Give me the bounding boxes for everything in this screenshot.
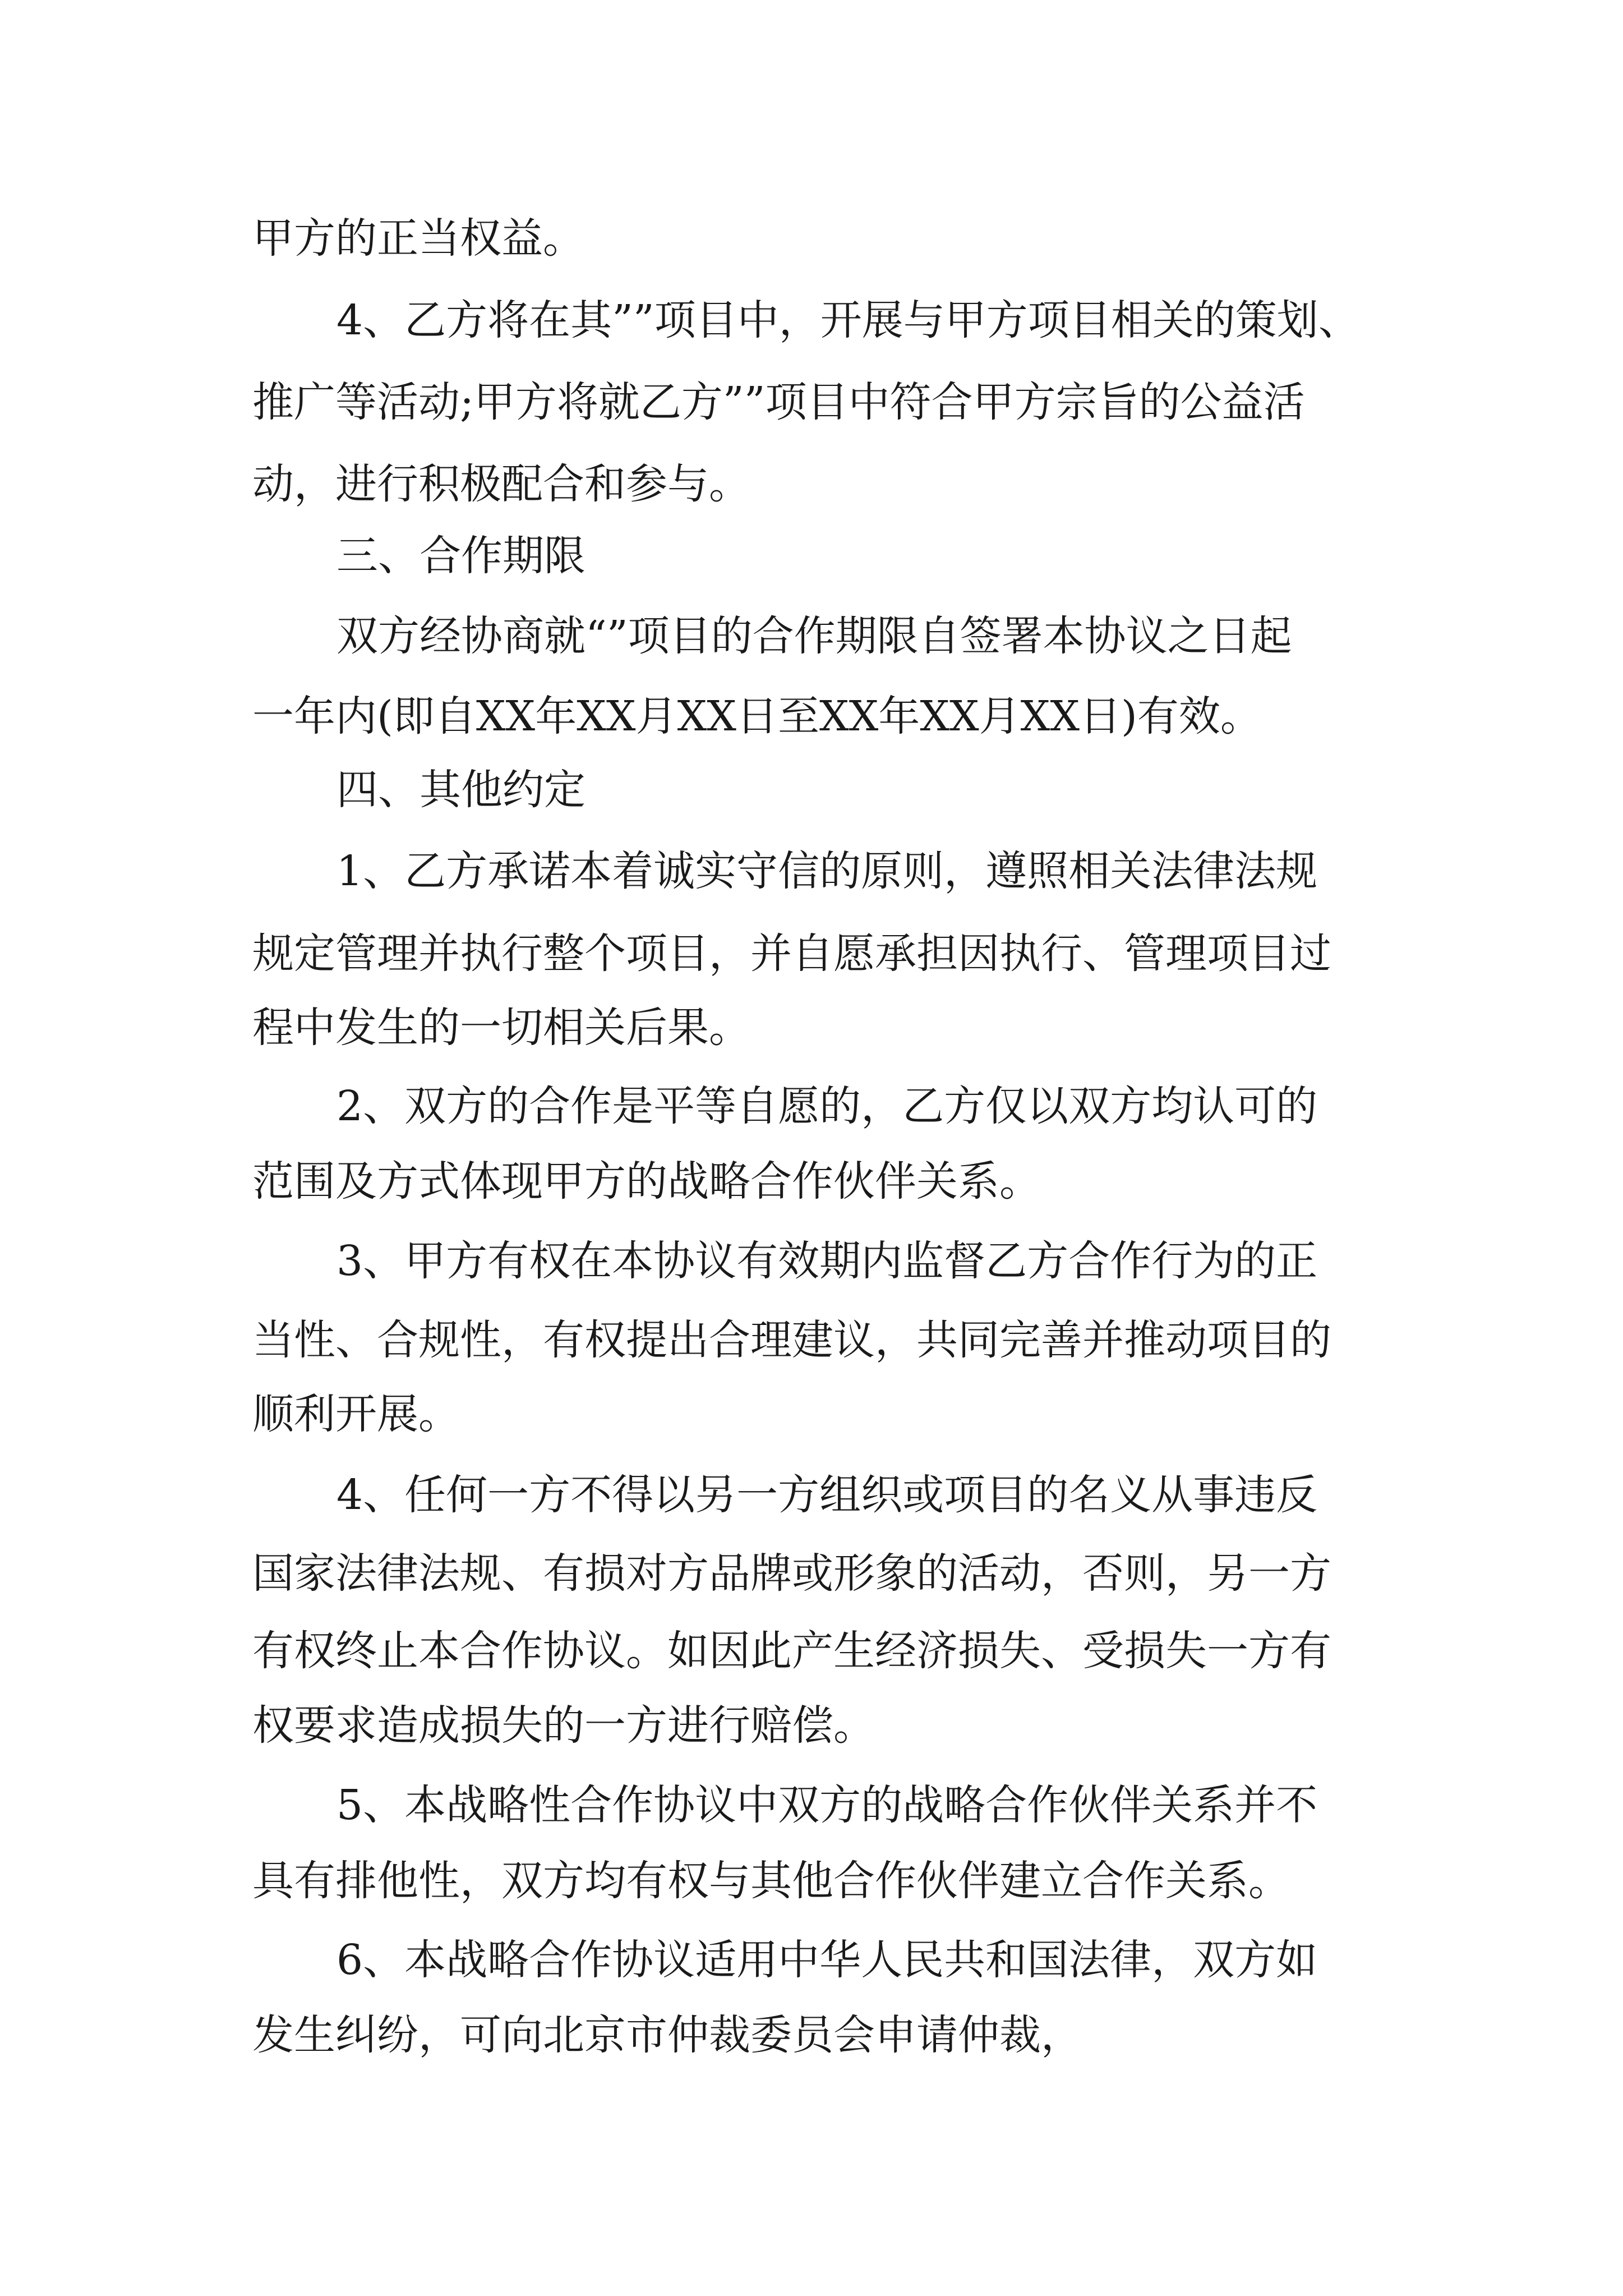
text-line: 4、乙方将在其””项目中，开展与甲方项目相关的策划、	[336, 296, 1360, 344]
text-line: 程中发生的一切相关后果。	[252, 1004, 750, 1052]
text-line: 发生纠纷，可向北京市仲裁委员会申请仲裁，	[252, 2011, 1082, 2059]
text-line: 3、甲方有权在本协议有效期内监督乙方合作行为的正	[336, 1237, 1318, 1285]
section-heading: 四、其他约定	[336, 766, 585, 814]
text-line: 动，进行积极配合和参与。	[252, 460, 750, 508]
text-line: 当性、合规性，有权提出合理建议，共同完善并推动项目的	[252, 1316, 1331, 1364]
section-heading: 三、合作期限	[336, 532, 585, 580]
text-line: 甲方的正当权益。	[252, 214, 584, 263]
text-line: 4、任何一方不得以另一方组织或项目的名义从事违反	[336, 1471, 1318, 1519]
text-line: 2、双方的合作是平等自愿的，乙方仅以双方均认可的	[336, 1082, 1318, 1130]
text-line: 有权终止本合作协议。如因此产生经济损失、受损失一方有	[252, 1627, 1331, 1675]
text-line: 推广等活动;甲方将就乙方””项目中符合甲方宗旨的公益活	[252, 378, 1305, 426]
text-line: 国家法律法规、有损对方品牌或形象的活动，否则，另一方	[252, 1549, 1331, 1598]
text-line: 顺利开展。	[252, 1390, 460, 1438]
text-line: 双方经协商就“”项目的合作期限自签署本协议之日起	[336, 612, 1292, 660]
text-line: 范围及方式体现甲方的战略合作伙伴关系。	[252, 1157, 1041, 1205]
text-line: 权要求造成损失的一方进行赔偿。	[252, 1701, 875, 1750]
text-line: 6、本战略合作协议适用中华人民共和国法律，双方如	[336, 1936, 1318, 1984]
text-line: 1、乙方承诺本着诚实守信的原则，遵照相关法律法规	[336, 847, 1318, 895]
text-line: 5、本战略性合作协议中双方的战略合作伙伴关系并不	[336, 1781, 1318, 1829]
text-line: 规定管理并执行整个项目，并自愿承担因执行、管理项目过	[252, 930, 1331, 978]
text-line: 具有排他性，双方均有权与其他合作伙伴建立合作关系。	[252, 1857, 1290, 1905]
text-line: 一年内(即自XX年XX月XX日至XX年XX月XX日)有效。	[252, 692, 1262, 740]
